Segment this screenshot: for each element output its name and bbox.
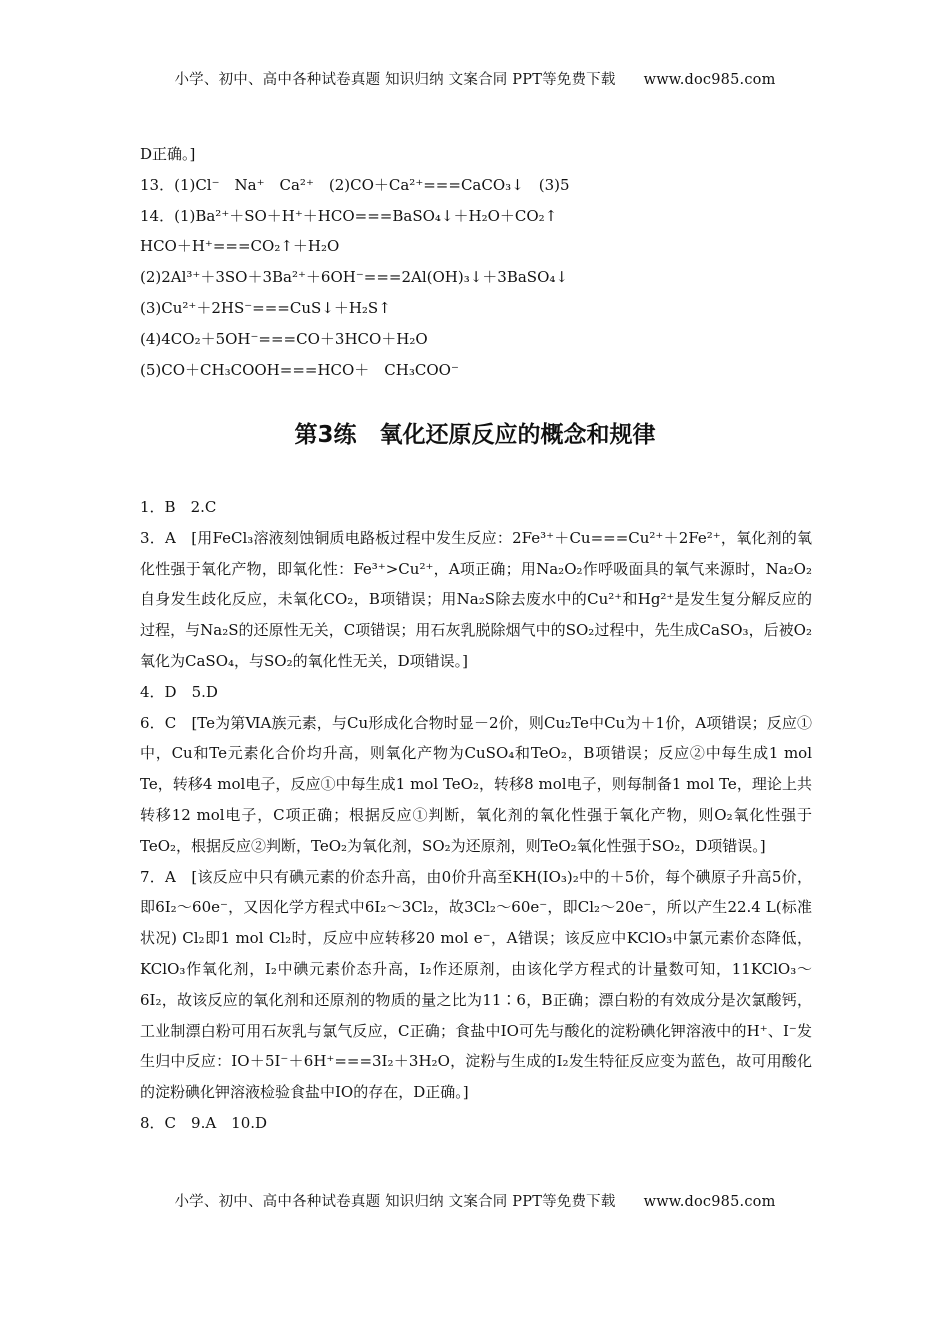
answer-3: 3．A [用FeCl₃溶液刻蚀铜质电路板过程中发生反应：2Fe³⁺＋Cu===Cu²⁺＋2Fe²⁺，氧化剂的氧化性强于氧化产物，即氧化性：Fe³⁺>Cu²⁺，A项正确；用Na₂O₂作呼吸面具的氧气来源时，Na₂O₂自身发生歧化反应，未氧化CO₂，B项错误；用Na₂S除去废水中的Cu²⁺和Hg²⁺是发生复分解反应的过程，与Na₂S的还原性无关，C项错误；用石灰乳脱除烟气中的SO₂过程中，先生成CaSO₃，后被O₂氧化为CaSO₄，与SO₂的氧化性无关，D项错误。]: [140, 528, 812, 670]
answer-1-2: 1．B 2.C: [140, 498, 217, 516]
header-site: www.doc985.com: [643, 72, 776, 88]
answer-4-5: 4．D 5.D: [140, 682, 218, 701]
footer-text: 小学、初中、高中各种试卷真题 知识归纳 文案合同 PPT等免费下载: [174, 1194, 616, 1210]
previous-answers: [140, 139, 812, 385]
answer-7: 7．A [该反应中只有碘元素的价态升高，由0价升高至KH(IO₃)₂中的＋5价，每个碘原子升高5价，即6I₂～60e⁻，又因化学方程式中6I₂～3Cl₂，故3Cl₂～60e⁻，即Cl₂～20e⁻，所以产生22.4 L(标准状况) Cl₂即1 mol Cl₂时，反应中应转移20 mol e⁻，A错误；该反应中KClO₃中氯元素价态降低，KClO₃作氧化剂，I₂中碘元素价态升高，I₂作还原剂，由该化学方程式的计量数可知，11KClO₃～6I₂，故该反应的氧化剂和还原剂的物质的量之比为11∶6，B正确；漂白粉的有效成分是次氯酸钙，工业制漂白粉可用石灰乳与氯气反应，C正确；食盐中IO可先与酸化的淀粉碘化钾溶液中的H⁺、I⁻发生归中反应：IO＋5I⁻＋6H⁺===3I₂＋3H₂O，淀粉与生成的I₂发生特征反应变为蓝色，故可用酸化的淀粉碘化钾溶液检验食盐中IO的存在，D正确。]: [140, 867, 812, 1102]
answer-line-d-correct: D正确。]: [140, 145, 196, 163]
answer-8-10: 8．C 9.A 10.D: [140, 1113, 268, 1132]
answer-line-14c: (2)2Al³⁺＋3SO＋3Ba²⁺＋6OH⁻===2Al(OH)₃↓＋3BaSO₄↓: [140, 268, 568, 287]
section-title: 第3练 氧化还原反应的概念和规律: [294, 422, 656, 448]
answer-6: 6．C [Te为第ⅥA族元素，与Cu形成化合物时显－2价，则Cu₂Te中Cu为＋1价，A项错误；反应①中，Cu和Te元素化合价均升高，则氧化产物为CuSO₄和TeO₂，B项错误；反应②中每生成1 mol Te，转移4 mol电子，反应①中每生成1 mol TeO₂，转移8 mol电子，则每制备1 mol Te，理论上共转移12 mol电子，C项正确；根据反应①判断，氧化剂的氧化性强于氧化产物，则O₂氧化性强于TeO₂，根据反应②判断，TeO₂为氧化剂，SO₂为还原剂，则TeO₂氧化性强于SO₂，D项错误。]: [140, 713, 812, 855]
footer-site: www.doc985.com: [643, 1194, 776, 1210]
section-answers: [140, 492, 812, 1139]
answer-line-13: 13．(1)Cl⁻ Na⁺ Ca²⁺ (2)CO＋Ca²⁺===CaCO₃↓ (3)5: [140, 175, 570, 194]
page-header: [0, 68, 950, 89]
answer-line-14b: HCO＋H⁺===CO₂↑＋H₂O: [140, 237, 340, 256]
answer-line-14: 14．(1)Ba²⁺＋SO＋H⁺＋HCO===BaSO₄↓＋H₂O＋CO₂↑: [140, 206, 558, 225]
answer-line-14e: (4)4CO₂＋5OH⁻===CO＋3HCO＋H₂O: [140, 329, 428, 348]
answer-line-14f: (5)CO＋CH₃COOH===HCO＋ CH₃COO⁻: [140, 360, 459, 379]
answer-line-14d: (3)Cu²⁺＋2HS⁻===CuS↓＋H₂S↑: [140, 298, 391, 317]
header-text: 小学、初中、高中各种试卷真题 知识归纳 文案合同 PPT等免费下载: [174, 72, 616, 88]
page-footer: [0, 1190, 950, 1211]
